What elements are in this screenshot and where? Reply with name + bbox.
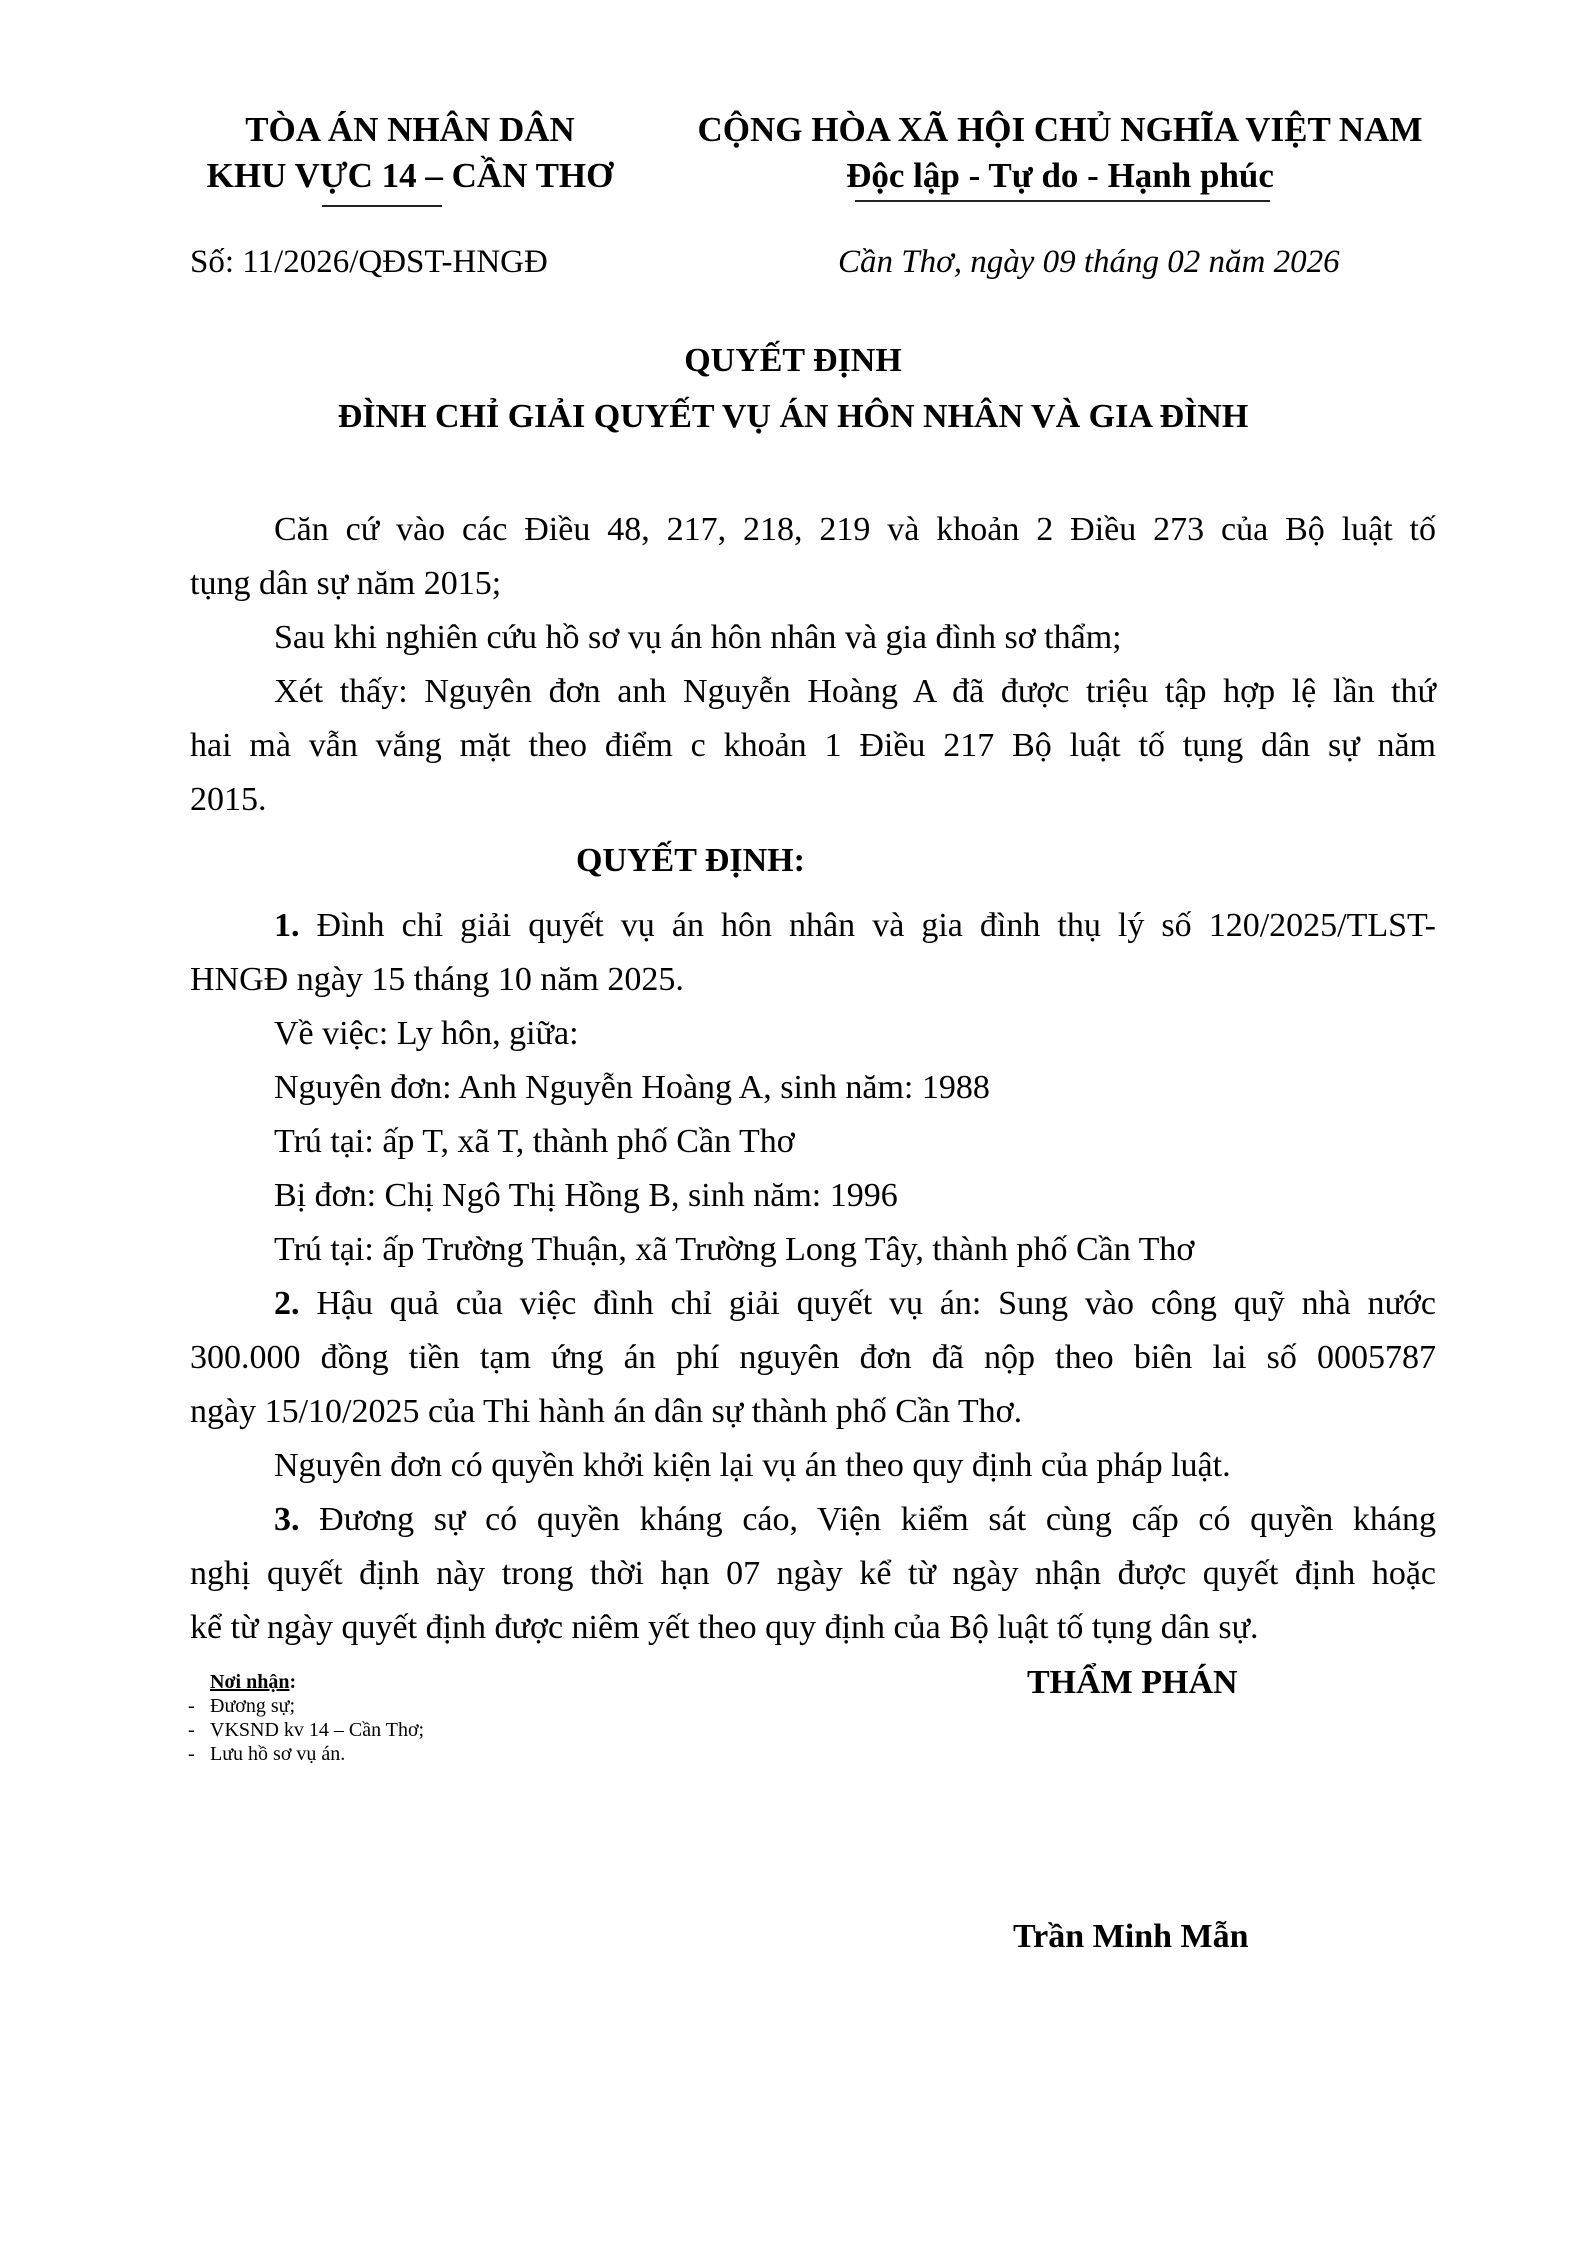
document-subtitle: ĐÌNH CHỈ GIẢI QUYẾT VỤ ÁN HÔN NHÂN VÀ GIA ĐÌNH bbox=[337, 398, 1249, 435]
case-matter: Về việc: Ly hôn, giữa: bbox=[274, 1015, 579, 1052]
preamble-finding-line2: hai mà vẫn vắng mặt theo điểm c khoản 1 Điều 217 Bộ luật tố tụng dân sự năm bbox=[190, 727, 1436, 764]
decision-item2-line2: 300.000 đồng tiền tạm ứng án phí nguyên đơn đã nộp theo biên lai số 0005787 bbox=[190, 1339, 1436, 1376]
motto-underline bbox=[855, 200, 1270, 202]
recipient-item bbox=[188, 1694, 295, 1718]
bullet: - bbox=[188, 1695, 195, 1717]
court-name: TÒA ÁN NHÂN DÂN bbox=[245, 110, 575, 149]
preamble-study: Sau khi nghiên cứu hồ sơ vụ án hôn nhân và gia đình sơ thẩm; bbox=[274, 619, 1122, 656]
decision-item3-line2: nghị quyết định này trong thời hạn 07 ngày kể từ ngày nhận được quyết định hoặc bbox=[190, 1555, 1436, 1592]
recipient-text: VKSND kv 14 – Cần Thơ; bbox=[210, 1719, 425, 1741]
recipient-text: Đương sự; bbox=[210, 1695, 296, 1717]
place-date: Cần Thơ, ngày 09 tháng 02 năm 2026 bbox=[838, 244, 1340, 280]
signer-title: THẨM PHÁN bbox=[1027, 1664, 1238, 1701]
defendant-address: Trú tại: ấp Trường Thuận, xã Trường Long Tây, thành phố Cần Thơ bbox=[274, 1231, 1195, 1268]
decision-item2-note: Nguyên đơn có quyền khởi kiện lại vụ án theo quy định của pháp luật. bbox=[274, 1447, 1231, 1484]
recipients-label-text: Nơi nhận bbox=[210, 1671, 290, 1693]
bullet: - bbox=[188, 1743, 195, 1765]
decision-item2-line3: ngày 15/10/2025 của Thi hành án dân sự thành phố Cần Thơ. bbox=[190, 1393, 1023, 1430]
preamble-basis-line1: Căn cứ vào các Điều 48, 217, 218, 219 và khoản 2 Điều 273 của Bộ luật tố bbox=[274, 511, 1436, 548]
document-number: Số: 11/2026/QĐST-HNGĐ bbox=[190, 244, 548, 280]
decision-item3-line1 bbox=[274, 1500, 1436, 1540]
item1-number: 1. bbox=[274, 907, 300, 944]
recipient-text: Lưu hồ sơ vụ án. bbox=[210, 1743, 346, 1765]
recipient-item bbox=[188, 1718, 424, 1742]
national-title: CỘNG HÒA XÃ HỘI CHỦ NGHĨA VIỆT NAM bbox=[697, 110, 1423, 149]
court-region: KHU VỰC 14 – CẦN THƠ bbox=[206, 156, 614, 195]
item2-number: 2. bbox=[274, 1285, 300, 1322]
national-motto: Độc lập - Tự do - Hạnh phúc bbox=[846, 156, 1274, 195]
decision-item3-line3: kể từ ngày quyết định được niêm yết theo quy định của Bộ luật tố tụng dân sự. bbox=[190, 1609, 1259, 1646]
preamble-finding-line3: 2015. bbox=[190, 781, 267, 818]
preamble-basis-line2: tụng dân sự năm 2015; bbox=[190, 565, 502, 602]
defendant: Bị đơn: Chị Ngô Thị Hồng B, sinh năm: 1996 bbox=[274, 1177, 898, 1214]
item1-text: Đình chỉ giải quyết vụ án hôn nhân và gia đình thụ lý số 120/2025/TLST- bbox=[299, 907, 1436, 944]
bullet: - bbox=[188, 1719, 195, 1741]
item3-text: Đương sự có quyền kháng cáo, Viện kiểm sát cùng cấp có quyền kháng bbox=[299, 1501, 1436, 1538]
decision-heading: QUYẾT ĐỊNH: bbox=[576, 842, 805, 879]
court-underline bbox=[322, 205, 442, 207]
decision-item1-line2: HNGĐ ngày 15 tháng 10 năm 2025. bbox=[190, 961, 684, 998]
decision-item2-line1 bbox=[274, 1284, 1436, 1324]
document-title: QUYẾT ĐỊNH bbox=[684, 342, 902, 379]
recipient-item bbox=[188, 1742, 345, 1766]
recipients-label-colon: : bbox=[289, 1671, 297, 1693]
signer-name: Trần Minh Mẫn bbox=[1013, 1918, 1249, 1955]
decision-item1-line1 bbox=[274, 906, 1436, 946]
item2-text: Hậu quả của việc đình chỉ giải quyết vụ án: Sung vào công quỹ nhà nước bbox=[299, 1285, 1436, 1322]
recipients-label bbox=[210, 1670, 296, 1694]
plaintiff-address: Trú tại: ấp T, xã T, thành phố Cần Thơ bbox=[274, 1123, 795, 1160]
plaintiff: Nguyên đơn: Anh Nguyễn Hoàng A, sinh năm: 1988 bbox=[274, 1069, 990, 1106]
item3-number: 3. bbox=[274, 1501, 300, 1538]
preamble-finding-line1: Xét thấy: Nguyên đơn anh Nguyễn Hoàng A đã được triệu tập hợp lệ lần thứ bbox=[274, 673, 1436, 710]
